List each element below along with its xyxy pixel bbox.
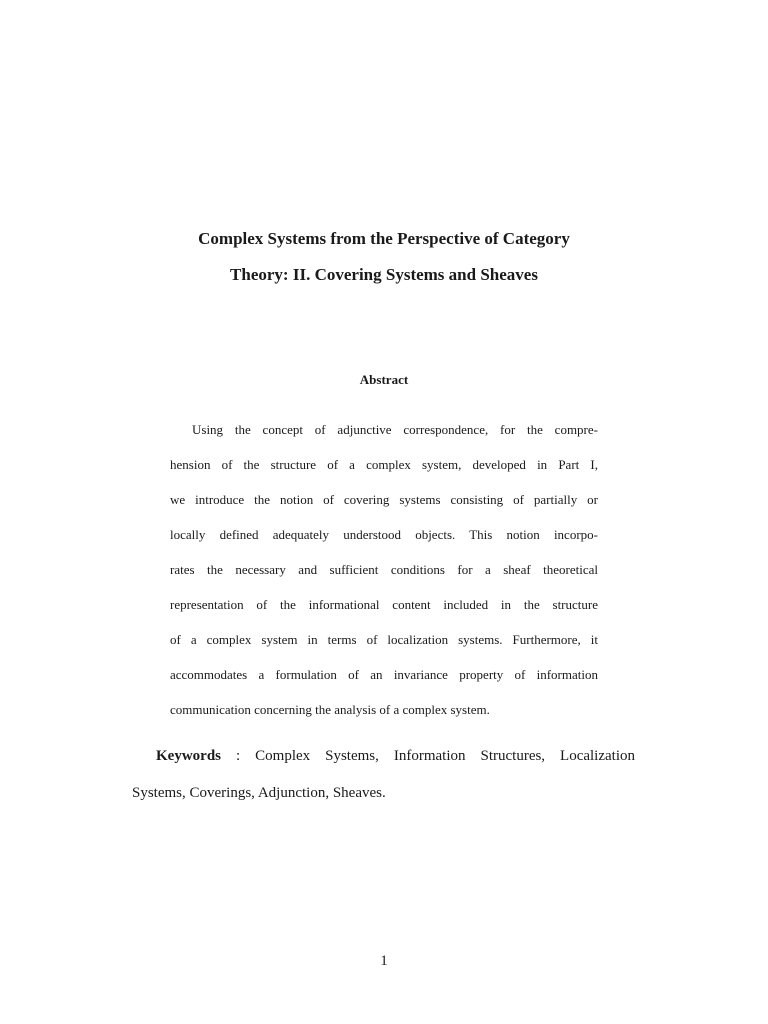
paper-title bbox=[0, 221, 768, 293]
keywords-section bbox=[132, 738, 635, 812]
title-line-1: Complex Systems from the Perspective of Category bbox=[198, 229, 570, 248]
abstract-line-1: Using the concept of adjunctive correspondence, for the compre- bbox=[192, 422, 598, 437]
abstract-line-2: hension of the structure of a complex system, developed in Part I, bbox=[170, 457, 598, 472]
keywords-line-1 bbox=[132, 738, 635, 775]
keywords-separator: : bbox=[221, 748, 256, 764]
title-line-2: Theory: II. Covering Systems and Sheaves bbox=[230, 265, 538, 284]
keywords-line-2: Systems, Coverings, Adjunction, Sheaves. bbox=[132, 785, 386, 801]
abstract-body bbox=[170, 412, 598, 727]
abstract-line-5: rates the necessary and sufficient conditions for a sheaf theoretical bbox=[170, 562, 598, 577]
keywords-text-1: Complex Systems, Information Structures, Localization bbox=[255, 748, 636, 764]
abstract-line-6: representation of the informational content included in the structure bbox=[170, 597, 598, 612]
abstract-line-7: of a complex system in terms of localization systems. Furthermore, it bbox=[170, 632, 598, 647]
abstract-line-9: communication concerning the analysis of a complex system. bbox=[170, 702, 490, 717]
abstract-line-3: we introduce the notion of covering systems consisting of partially or bbox=[170, 492, 598, 507]
abstract-heading: Abstract bbox=[359, 372, 409, 387]
abstract-line-8: accommodates a formulation of an invariance property of information bbox=[170, 667, 598, 682]
page-number: 1 bbox=[380, 953, 388, 969]
keywords-label: Keywords bbox=[156, 748, 221, 764]
abstract-line-4: locally defined adequately understood objects. This notion incorpo- bbox=[170, 527, 598, 542]
